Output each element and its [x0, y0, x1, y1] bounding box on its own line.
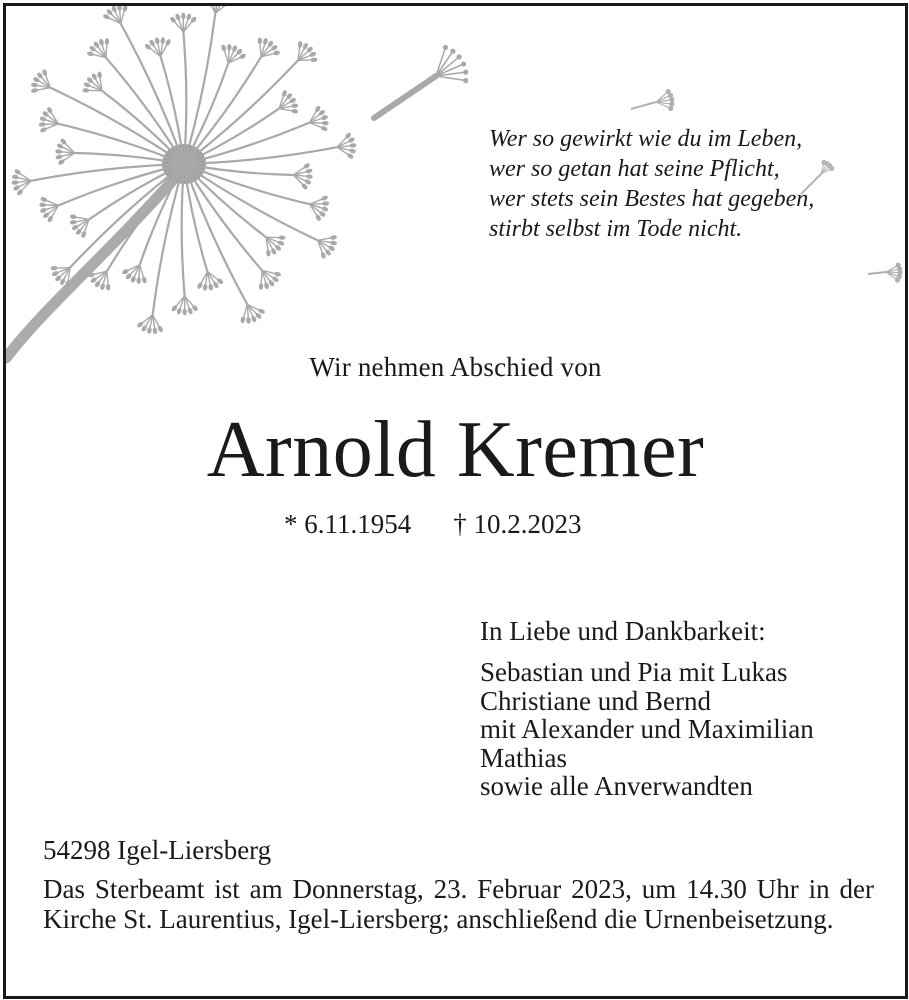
- death-date: † 10.2.2023: [453, 509, 582, 539]
- service-notice: Das Sterbeamt ist am Donnerstag, 23. Februar 2023, um 14.30 Uhr in der Kirche St. Laurentius, Igel-Liersberg; anschließend die Urnenbeisetzung.: [43, 874, 874, 934]
- poem-line: wer stets sein Bestes hat gegeben,: [489, 186, 815, 212]
- birth-date: * 6.11.1954: [284, 509, 412, 539]
- mourner-line: mit Alexander und Maximilian: [480, 714, 814, 744]
- mourner-line: Christiane und Bernd: [480, 685, 711, 716]
- mourner-line: Mathias: [480, 742, 567, 773]
- location: 54298 Igel-Liersberg: [43, 835, 272, 865]
- dandelion-seed-icon: [631, 89, 674, 111]
- deceased-name: Arnold Kremer: [206, 406, 705, 494]
- mourner-line: sowie alle Anverwandten: [480, 771, 753, 801]
- dandelion-icon: [11, 6, 356, 334]
- life-dates: [284, 509, 582, 540]
- mourners-heading: In Liebe und Dankbarkeit:: [480, 616, 766, 646]
- obituary-frame: [3, 3, 908, 999]
- poem: [489, 124, 814, 244]
- farewell-intro: Wir nehmen Abschied von: [309, 352, 602, 382]
- dandelion-seed-icon: [374, 45, 468, 118]
- mourners-list: [480, 658, 814, 801]
- mourner-line: Sebastian und Pia mit Lukas: [480, 657, 788, 687]
- dandelion-seed-icon: [868, 263, 903, 283]
- poem-line: stirbt selbst im Tode nicht.: [489, 216, 743, 242]
- poem-line: Wer so gewirkt wie du im Leben,: [489, 126, 803, 152]
- poem-line: wer so getan hat seine Pflicht,: [489, 156, 780, 182]
